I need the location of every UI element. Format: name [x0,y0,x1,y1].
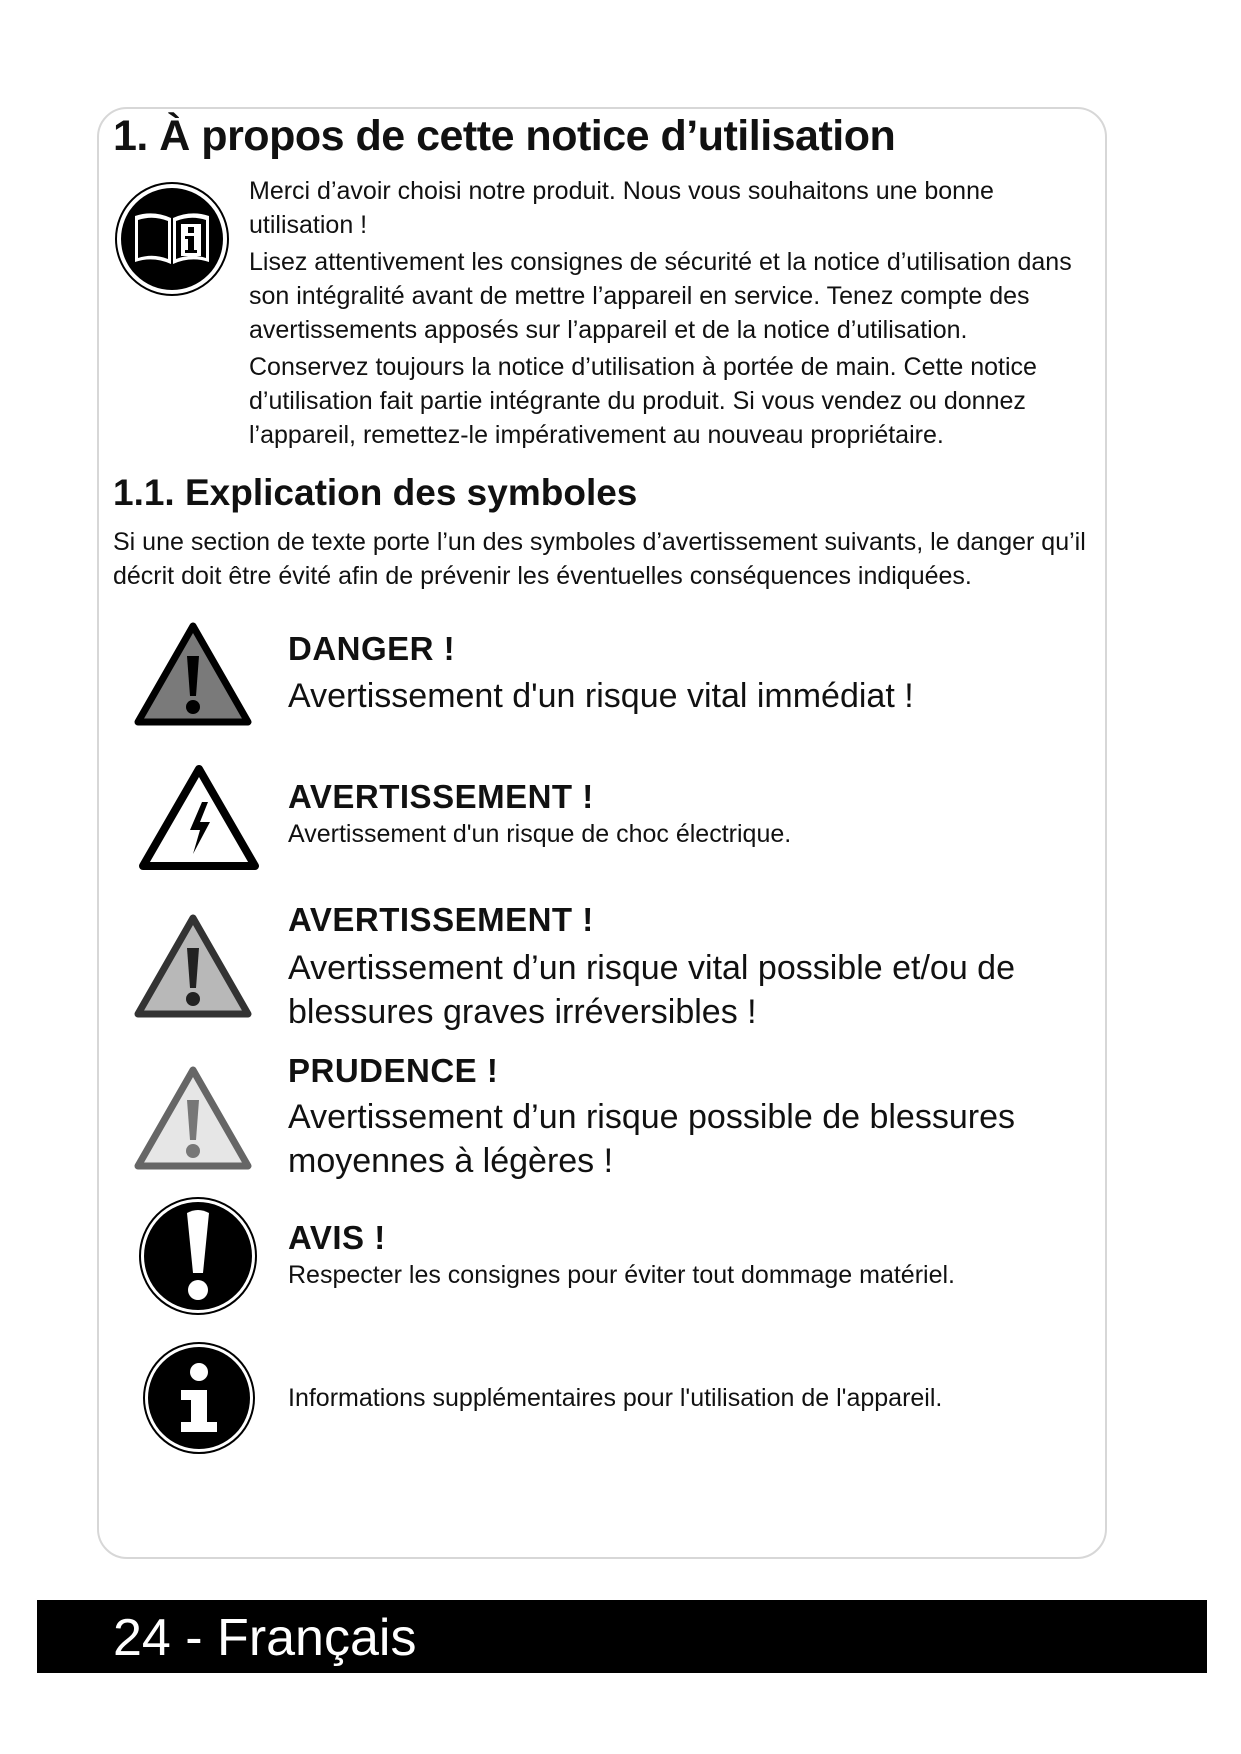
intro-paragraph-2: Lisez attentivement les consignes de sécurité et la notice d’utilisation dans son intégralité avant de mettre l’appareil en service. Tenez compte des avertissements apposés sur l’appareil et de la notice d’utilisation. [249,248,1072,344]
page-label: 24 - Français [113,1609,417,1667]
subsection-heading: 1.1. Explication des symboles [113,472,638,513]
intro-paragraph-1: Merci d’avoir choisi notre produit. Nous vous souhaitons une bonne utilisation ! [249,177,994,239]
intro-text [249,174,1099,455]
symbol-desc-caution: Avertissement d’un risque possible de blessures moyennes à légères ! [288,1098,1015,1180]
symbol-desc-notice: Respecter les consignes pour éviter tout dommage matériel. [288,1261,955,1289]
electric-shock-icon [138,764,260,872]
section-heading: 1. À propos de cette notice d’utilisation [113,112,896,160]
symbol-desc-electric: Avertissement d'un risque de choc électrique. [288,820,792,848]
notice-exclamation-icon [137,1195,259,1317]
symbol-desc-warning: Avertissement d’un risque vital possible et/ou de blessures graves irréversibles ! [288,949,1015,1031]
symbol-desc-danger: Avertissement d'un risque vital immédiat ! [288,677,914,715]
warning-icon [134,914,252,1020]
intro-paragraph-3: Conservez toujours la notice d’utilisation à portée de main. Cette notice d’utilisation fait partie intégrante du produit. Si vous vendez ou donnez l’appareil, remettez-le impérativement au nouveau propriétaire. [249,353,1037,449]
caution-icon [134,1066,252,1172]
footer-bar [37,1600,1207,1673]
symbol-title-danger: DANGER ! [288,630,456,667]
symbol-title-caution: PRUDENCE ! [288,1052,499,1089]
symbol-title-warning: AVERTISSEMENT ! [288,901,594,938]
symbol-desc-info: Informations supplémentaires pour l'utilisation de l'appareil. [288,1384,943,1412]
book-info-icon [113,180,231,298]
symbol-title-notice: AVIS ! [288,1219,386,1256]
subsection-text: Si une section de texte porte l’un des symboles d’avertissement suivants, le danger qu’il décrit doit être évité afin de prévenir les éventuelles conséquences indiquées. [113,528,1086,590]
info-icon [141,1340,257,1456]
symbol-title-electric: AVERTISSEMENT ! [288,778,594,815]
danger-warning-icon [134,622,252,728]
